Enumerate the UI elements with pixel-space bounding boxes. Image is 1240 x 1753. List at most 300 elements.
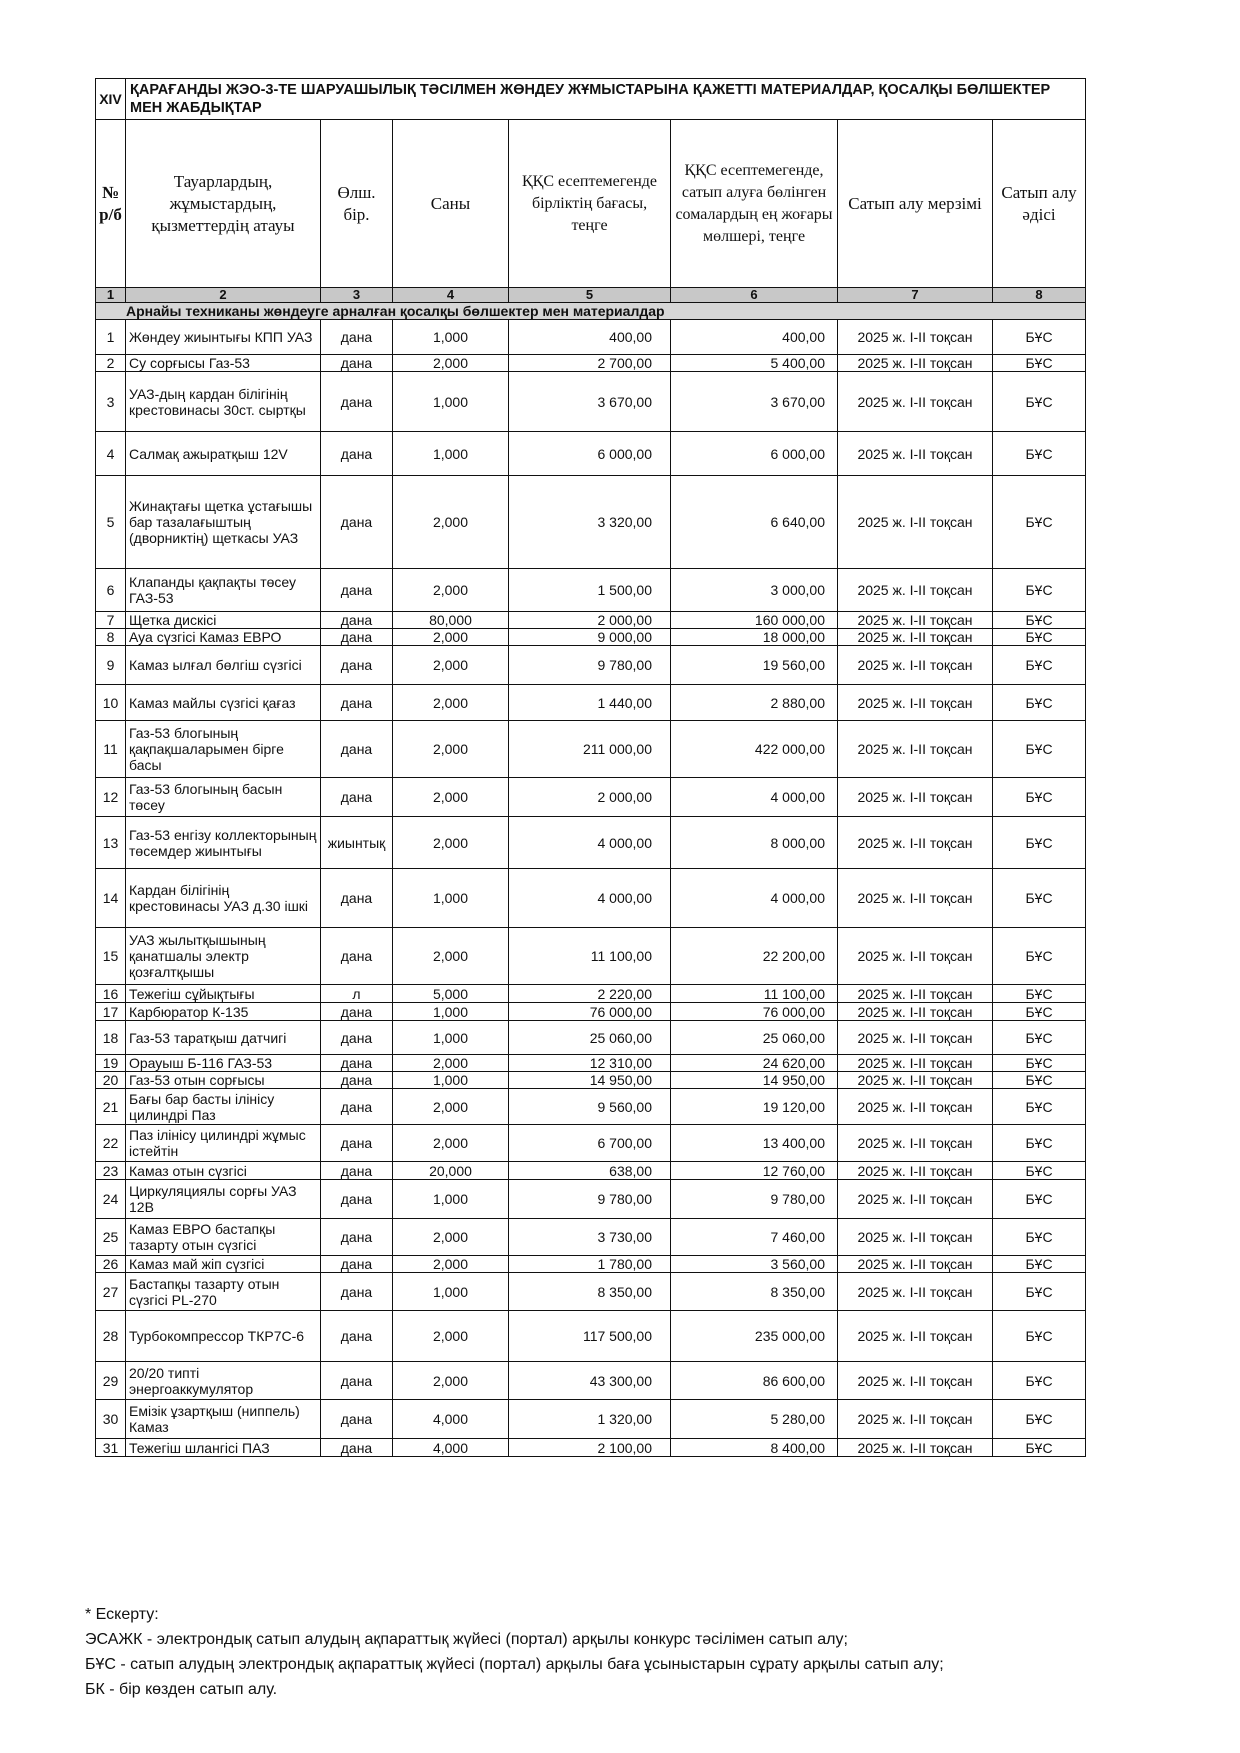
cell-qty: 2,000 (393, 1256, 509, 1273)
cell-term: 2025 ж. I-II тоқсан (838, 817, 993, 869)
cell-n: 2 (96, 355, 126, 372)
cell-term: 2025 ж. I-II тоқсан (838, 1311, 993, 1362)
cell-qty: 2,000 (393, 646, 509, 685)
cell-qty: 2,000 (393, 355, 509, 372)
cell-method: БҰС (993, 1055, 1086, 1072)
cell-price: 211 000,00 (509, 721, 671, 778)
cell-n: 10 (96, 685, 126, 721)
cell-term: 2025 ж. I-II тоқсан (838, 721, 993, 778)
table-row (96, 869, 1086, 928)
cell-unit: дана (321, 476, 393, 569)
table-title-row (96, 79, 1086, 120)
cell-unit: дана (321, 612, 393, 629)
cell-unit: дана (321, 1256, 393, 1273)
column-number-row (96, 288, 1086, 303)
cell-max: 76 000,00 (671, 1003, 838, 1021)
header-name: Тауарлардың, жұмыстардың, қызметтердің атауы (126, 120, 321, 288)
cell-qty: 2,000 (393, 1219, 509, 1256)
table-row (96, 1125, 1086, 1162)
cell-n: 31 (96, 1439, 126, 1457)
cell-method: БҰС (993, 817, 1086, 869)
notes (85, 1602, 1185, 1702)
cell-unit: жиынтық (321, 817, 393, 869)
cell-method: БҰС (993, 1219, 1086, 1256)
cell-unit: дана (321, 1219, 393, 1256)
cell-name: Газ-53 блогының басын төсеу (126, 778, 321, 817)
cell-term: 2025 ж. I-II тоқсан (838, 1219, 993, 1256)
cell-max: 13 400,00 (671, 1125, 838, 1162)
cell-name: Камаз отын сүзгісі (126, 1162, 321, 1180)
cell-term: 2025 ж. I-II тоқсан (838, 1003, 993, 1021)
cell-price: 1 500,00 (509, 569, 671, 612)
cell-qty: 4,000 (393, 1400, 509, 1439)
cell-name: УАЗ-дың кардан білігінің крестовинасы 30ст. сыртқы (126, 372, 321, 432)
cell-qty: 1,000 (393, 1072, 509, 1089)
cell-n: 13 (96, 817, 126, 869)
cell-method: БҰС (993, 1072, 1086, 1089)
cell-unit: дана (321, 1021, 393, 1055)
cell-term: 2025 ж. I-II тоқсан (838, 928, 993, 985)
cell-max: 235 000,00 (671, 1311, 838, 1362)
cell-qty: 1,000 (393, 1003, 509, 1021)
cell-method: БҰС (993, 372, 1086, 432)
cell-max: 8 350,00 (671, 1273, 838, 1311)
cell-max: 5 280,00 (671, 1400, 838, 1439)
cell-price: 11 100,00 (509, 928, 671, 985)
section-number: XIV (96, 79, 126, 120)
procurement-sheet (95, 78, 1085, 1457)
cell-method: БҰС (993, 1021, 1086, 1055)
cell-method: БҰС (993, 1256, 1086, 1273)
cell-price: 4 000,00 (509, 817, 671, 869)
cell-qty: 4,000 (393, 1439, 509, 1457)
column-number: 4 (393, 288, 509, 303)
cell-max: 22 200,00 (671, 928, 838, 985)
cell-term: 2025 ж. I-II тоқсан (838, 1162, 993, 1180)
cell-qty: 2,000 (393, 778, 509, 817)
cell-max: 8 000,00 (671, 817, 838, 869)
cell-name: Жөндеу жиынтығы КПП УАЗ (126, 320, 321, 355)
cell-unit: л (321, 985, 393, 1003)
cell-max: 14 950,00 (671, 1072, 838, 1089)
cell-price: 2 220,00 (509, 985, 671, 1003)
note-line: БҰС - сатып алудың электрондық ақпараттық жүйесі (портал) арқылы баға ұсыныстарын сұрату арқылы сатып алу; (85, 1656, 944, 1673)
cell-n: 17 (96, 1003, 126, 1021)
cell-max: 3 000,00 (671, 569, 838, 612)
cell-unit: дана (321, 869, 393, 928)
cell-n: 11 (96, 721, 126, 778)
cell-qty: 2,000 (393, 1311, 509, 1362)
cell-unit: дана (321, 928, 393, 985)
cell-n: 24 (96, 1180, 126, 1219)
cell-name: 20/20 типті энергоаккумулятор (126, 1362, 321, 1400)
cell-price: 3 730,00 (509, 1219, 671, 1256)
header-price: ҚҚС есептемегенде бірліктің бағасы, теңге (509, 120, 671, 288)
cell-n: 18 (96, 1021, 126, 1055)
header-num: № р/б (96, 120, 126, 288)
cell-qty: 2,000 (393, 1362, 509, 1400)
cell-max: 12 760,00 (671, 1162, 838, 1180)
cell-price: 9 780,00 (509, 1180, 671, 1219)
cell-max: 160 000,00 (671, 612, 838, 629)
cell-term: 2025 ж. I-II тоқсан (838, 355, 993, 372)
cell-term: 2025 ж. I-II тоқсан (838, 372, 993, 432)
cell-price: 25 060,00 (509, 1021, 671, 1055)
table-row (96, 1162, 1086, 1180)
cell-name: Газ-53 отын сорғысы (126, 1072, 321, 1089)
cell-max: 9 780,00 (671, 1180, 838, 1219)
cell-qty: 2,000 (393, 569, 509, 612)
cell-price: 9 780,00 (509, 646, 671, 685)
cell-unit: дана (321, 1439, 393, 1457)
cell-n: 7 (96, 612, 126, 629)
cell-method: БҰС (993, 1089, 1086, 1125)
cell-unit: дана (321, 1362, 393, 1400)
cell-qty: 2,000 (393, 476, 509, 569)
cell-name: Камаз майлы сүзгісі қағаз (126, 685, 321, 721)
cell-qty: 80,000 (393, 612, 509, 629)
cell-n: 15 (96, 928, 126, 985)
cell-price: 6 700,00 (509, 1125, 671, 1162)
cell-qty: 2,000 (393, 1089, 509, 1125)
cell-term: 2025 ж. I-II тоқсан (838, 320, 993, 355)
table-row (96, 1439, 1086, 1457)
cell-qty: 1,000 (393, 1273, 509, 1311)
table-row (96, 1362, 1086, 1400)
cell-method: БҰС (993, 320, 1086, 355)
cell-method: БҰС (993, 685, 1086, 721)
cell-n: 6 (96, 569, 126, 612)
cell-qty: 1,000 (393, 1021, 509, 1055)
cell-unit: дана (321, 569, 393, 612)
cell-term: 2025 ж. I-II тоқсан (838, 869, 993, 928)
table-row (96, 612, 1086, 629)
table-title: ҚАРАҒАНДЫ ЖЭО-3-ТЕ ШАРУАШЫЛЫҚ ТӘСІЛМЕН ЖӨНДЕУ ЖҰМЫСТАРЫНА ҚАЖЕТТІ МАТЕРИАЛДАР, ҚОСАЛҚЫ БӨЛШЕКТЕР МЕН ЖАБДЫҚТАР (126, 79, 1086, 120)
column-number: 8 (993, 288, 1086, 303)
cell-name: Жинақтағы щетка ұстағышы бар тазалағыштың (дворниктің) щеткасы УАЗ (126, 476, 321, 569)
cell-max: 4 000,00 (671, 869, 838, 928)
cell-max: 19 120,00 (671, 1089, 838, 1125)
cell-name: Щетка дискісі (126, 612, 321, 629)
cell-method: БҰС (993, 476, 1086, 569)
cell-name: Ауа сүзгісі Камаз ЕВРО (126, 629, 321, 646)
cell-max: 8 400,00 (671, 1439, 838, 1457)
cell-n: 3 (96, 372, 126, 432)
cell-unit: дана (321, 1072, 393, 1089)
cell-method: БҰС (993, 928, 1086, 985)
cell-unit: дана (321, 778, 393, 817)
header-max-amount: ҚҚС есептемегенде, сатып алуға бөлінген сомалардың ең жоғары мөлшері, теңге (671, 120, 838, 288)
cell-name: Камаз ылғал бөлгіш сүзгісі (126, 646, 321, 685)
cell-method: БҰС (993, 646, 1086, 685)
cell-unit: дана (321, 721, 393, 778)
cell-price: 2 000,00 (509, 612, 671, 629)
cell-name: Циркуляциялы сорғы УАЗ 12В (126, 1180, 321, 1219)
cell-term: 2025 ж. I-II тоқсан (838, 1089, 993, 1125)
cell-max: 19 560,00 (671, 646, 838, 685)
table-body (96, 79, 1086, 1457)
cell-term: 2025 ж. I-II тоқсан (838, 1125, 993, 1162)
table-row (96, 1311, 1086, 1362)
table-row (96, 817, 1086, 869)
cell-price: 117 500,00 (509, 1311, 671, 1362)
column-number: 7 (838, 288, 993, 303)
cell-term: 2025 ж. I-II тоқсан (838, 685, 993, 721)
cell-term: 2025 ж. I-II тоқсан (838, 985, 993, 1003)
cell-term: 2025 ж. I-II тоқсан (838, 432, 993, 476)
table-row (96, 569, 1086, 612)
cell-name: Бастапқы тазарту отын сүзгісі PL-270 (126, 1273, 321, 1311)
note-line: БК - бір көзден сатып алу. (85, 1681, 278, 1698)
cell-unit: дана (321, 1311, 393, 1362)
cell-n: 28 (96, 1311, 126, 1362)
cell-price: 4 000,00 (509, 869, 671, 928)
cell-price: 76 000,00 (509, 1003, 671, 1021)
table-row (96, 432, 1086, 476)
cell-n: 21 (96, 1089, 126, 1125)
cell-n: 1 (96, 320, 126, 355)
cell-n: 22 (96, 1125, 126, 1162)
cell-n: 27 (96, 1273, 126, 1311)
section-row (96, 303, 1086, 320)
cell-max: 6 640,00 (671, 476, 838, 569)
table-row (96, 985, 1086, 1003)
header-qty: Саны (393, 120, 509, 288)
cell-name: Орауыш Б-116 ГАЗ-53 (126, 1055, 321, 1072)
cell-n: 25 (96, 1219, 126, 1256)
cell-unit: дана (321, 1162, 393, 1180)
cell-max: 2 880,00 (671, 685, 838, 721)
cell-term: 2025 ж. I-II тоқсан (838, 476, 993, 569)
cell-n: 20 (96, 1072, 126, 1089)
cell-method: БҰС (993, 985, 1086, 1003)
cell-price: 3 670,00 (509, 372, 671, 432)
cell-name: Камаз ЕВРО бастапқы тазарту отын сүзгісі (126, 1219, 321, 1256)
cell-method: БҰС (993, 1003, 1086, 1021)
cell-qty: 20,000 (393, 1162, 509, 1180)
cell-price: 43 300,00 (509, 1362, 671, 1400)
cell-n: 14 (96, 869, 126, 928)
column-number: 3 (321, 288, 393, 303)
cell-n: 30 (96, 1400, 126, 1439)
cell-name: Газ-53 блогының қақпақшаларымен бірге басы (126, 721, 321, 778)
cell-name: Тежегіш сұйықтығы (126, 985, 321, 1003)
cell-qty: 2,000 (393, 685, 509, 721)
cell-price: 1 440,00 (509, 685, 671, 721)
cell-max: 400,00 (671, 320, 838, 355)
cell-term: 2025 ж. I-II тоқсан (838, 629, 993, 646)
cell-unit: дана (321, 1125, 393, 1162)
cell-method: БҰС (993, 1273, 1086, 1311)
cell-method: БҰС (993, 1162, 1086, 1180)
cell-price: 9 560,00 (509, 1089, 671, 1125)
cell-name: Карбюратор К-135 (126, 1003, 321, 1021)
table-row (96, 476, 1086, 569)
table-row (96, 1089, 1086, 1125)
cell-unit: дана (321, 1003, 393, 1021)
cell-qty: 2,000 (393, 1125, 509, 1162)
column-number: 5 (509, 288, 671, 303)
table-row (96, 629, 1086, 646)
cell-max: 25 060,00 (671, 1021, 838, 1055)
cell-unit: дана (321, 1180, 393, 1219)
cell-method: БҰС (993, 1125, 1086, 1162)
cell-max: 3 560,00 (671, 1256, 838, 1273)
cell-max: 5 400,00 (671, 355, 838, 372)
table-row (96, 1021, 1086, 1055)
cell-method: БҰС (993, 612, 1086, 629)
cell-method: БҰС (993, 1311, 1086, 1362)
cell-price: 638,00 (509, 1162, 671, 1180)
cell-term: 2025 ж. I-II тоқсан (838, 1180, 993, 1219)
cell-method: БҰС (993, 721, 1086, 778)
cell-method: БҰС (993, 869, 1086, 928)
table-row (96, 778, 1086, 817)
cell-name: Кардан білігінің крестовинасы УАЗ д.30 ішкі (126, 869, 321, 928)
cell-qty: 1,000 (393, 320, 509, 355)
table-row (96, 372, 1086, 432)
cell-name: Тежегіш шлангісі ПАЗ (126, 1439, 321, 1457)
table-row (96, 685, 1086, 721)
table-row (96, 1003, 1086, 1021)
cell-name: Салмақ ажыратқыш 12V (126, 432, 321, 476)
cell-price: 9 000,00 (509, 629, 671, 646)
table-row (96, 1180, 1086, 1219)
cell-price: 2 000,00 (509, 778, 671, 817)
table-row (96, 721, 1086, 778)
table-row (96, 1256, 1086, 1273)
cell-name: Емізік ұзартқыш (ниппель) Камаз (126, 1400, 321, 1439)
note-line: ЭСАЖК - электрондық сатып алудың ақпараттық жүйесі (портал) арқылы конкурс тәсілімен сатып алу; (85, 1631, 848, 1648)
header-method: Сатып алу әдісі (993, 120, 1086, 288)
cell-term: 2025 ж. I-II тоқсан (838, 646, 993, 685)
cell-term: 2025 ж. I-II тоқсан (838, 1055, 993, 1072)
cell-name: Газ-53 таратқыш датчигі (126, 1021, 321, 1055)
column-number: 6 (671, 288, 838, 303)
header-unit: Өлш. бір. (321, 120, 393, 288)
table-row (96, 1400, 1086, 1439)
cell-term: 2025 ж. I-II тоқсан (838, 1362, 993, 1400)
cell-name: Турбокомпрессор ТКР7С-6 (126, 1311, 321, 1362)
header-row (96, 120, 1086, 288)
cell-unit: дана (321, 646, 393, 685)
cell-price: 2 100,00 (509, 1439, 671, 1457)
cell-max: 11 100,00 (671, 985, 838, 1003)
cell-term: 2025 ж. I-II тоқсан (838, 1256, 993, 1273)
cell-price: 2 700,00 (509, 355, 671, 372)
cell-unit: дана (321, 355, 393, 372)
cell-qty: 1,000 (393, 432, 509, 476)
cell-name: Камаз май жіп сүзгісі (126, 1256, 321, 1273)
cell-price: 6 000,00 (509, 432, 671, 476)
cell-qty: 2,000 (393, 721, 509, 778)
cell-n: 23 (96, 1162, 126, 1180)
cell-n: 16 (96, 985, 126, 1003)
cell-qty: 1,000 (393, 869, 509, 928)
table-row (96, 1219, 1086, 1256)
table-row (96, 646, 1086, 685)
table-row (96, 1055, 1086, 1072)
cell-method: БҰС (993, 432, 1086, 476)
table-row (96, 320, 1086, 355)
column-number: 1 (96, 288, 126, 303)
cell-n: 9 (96, 646, 126, 685)
cell-method: БҰС (993, 355, 1086, 372)
cell-term: 2025 ж. I-II тоқсан (838, 1072, 993, 1089)
cell-term: 2025 ж. I-II тоқсан (838, 569, 993, 612)
cell-price: 8 350,00 (509, 1273, 671, 1311)
header-term: Сатып алу мерзімі (838, 120, 993, 288)
cell-price: 1 780,00 (509, 1256, 671, 1273)
cell-qty: 5,000 (393, 985, 509, 1003)
cell-method: БҰС (993, 569, 1086, 612)
cell-unit: дана (321, 372, 393, 432)
cell-qty: 2,000 (393, 629, 509, 646)
table-row (96, 355, 1086, 372)
cell-price: 3 320,00 (509, 476, 671, 569)
cell-n: 26 (96, 1256, 126, 1273)
cell-unit: дана (321, 629, 393, 646)
cell-max: 4 000,00 (671, 778, 838, 817)
cell-name: Газ-53 енгізу коллекторының төсемдер жиынтығы (126, 817, 321, 869)
cell-unit: дана (321, 1273, 393, 1311)
cell-max: 24 620,00 (671, 1055, 838, 1072)
cell-unit: дана (321, 320, 393, 355)
cell-term: 2025 ж. I-II тоқсан (838, 1273, 993, 1311)
cell-n: 8 (96, 629, 126, 646)
cell-term: 2025 ж. I-II тоқсан (838, 1439, 993, 1457)
cell-price: 12 310,00 (509, 1055, 671, 1072)
cell-n: 4 (96, 432, 126, 476)
cell-qty: 2,000 (393, 928, 509, 985)
cell-n: 12 (96, 778, 126, 817)
cell-unit: дана (321, 432, 393, 476)
cell-name: УАЗ жылытқышының қанатшалы электр қозғалтқышы (126, 928, 321, 985)
cell-qty: 2,000 (393, 1055, 509, 1072)
cell-method: БҰС (993, 629, 1086, 646)
cell-name: Су сорғысы Газ-53 (126, 355, 321, 372)
cell-max: 3 670,00 (671, 372, 838, 432)
cell-name: Паз ілінісу цилиндрі жұмыс істейтін (126, 1125, 321, 1162)
cell-price: 1 320,00 (509, 1400, 671, 1439)
cell-qty: 1,000 (393, 1180, 509, 1219)
cell-term: 2025 ж. I-II тоқсан (838, 1021, 993, 1055)
cell-max: 6 000,00 (671, 432, 838, 476)
section-title: Арнайы техниканы жөндеуге арналған қосалқы бөлшектер мен материалдар (96, 303, 1086, 320)
table-row (96, 1072, 1086, 1089)
cell-name: Клапанды қақпақты төсеу ГАЗ-53 (126, 569, 321, 612)
cell-max: 422 000,00 (671, 721, 838, 778)
cell-max: 7 460,00 (671, 1219, 838, 1256)
cell-n: 29 (96, 1362, 126, 1400)
cell-term: 2025 ж. I-II тоқсан (838, 1400, 993, 1439)
cell-term: 2025 ж. I-II тоқсан (838, 612, 993, 629)
cell-unit: дана (321, 1089, 393, 1125)
cell-method: БҰС (993, 778, 1086, 817)
cell-max: 86 600,00 (671, 1362, 838, 1400)
cell-qty: 2,000 (393, 817, 509, 869)
cell-method: БҰС (993, 1400, 1086, 1439)
table-row (96, 928, 1086, 985)
cell-name: Бағы бар басты ілінісу цилиндрі Паз (126, 1089, 321, 1125)
cell-method: БҰС (993, 1362, 1086, 1400)
cell-unit: дана (321, 1400, 393, 1439)
cell-unit: дана (321, 1055, 393, 1072)
cell-max: 18 000,00 (671, 629, 838, 646)
cell-method: БҰС (993, 1439, 1086, 1457)
cell-qty: 1,000 (393, 372, 509, 432)
cell-n: 5 (96, 476, 126, 569)
